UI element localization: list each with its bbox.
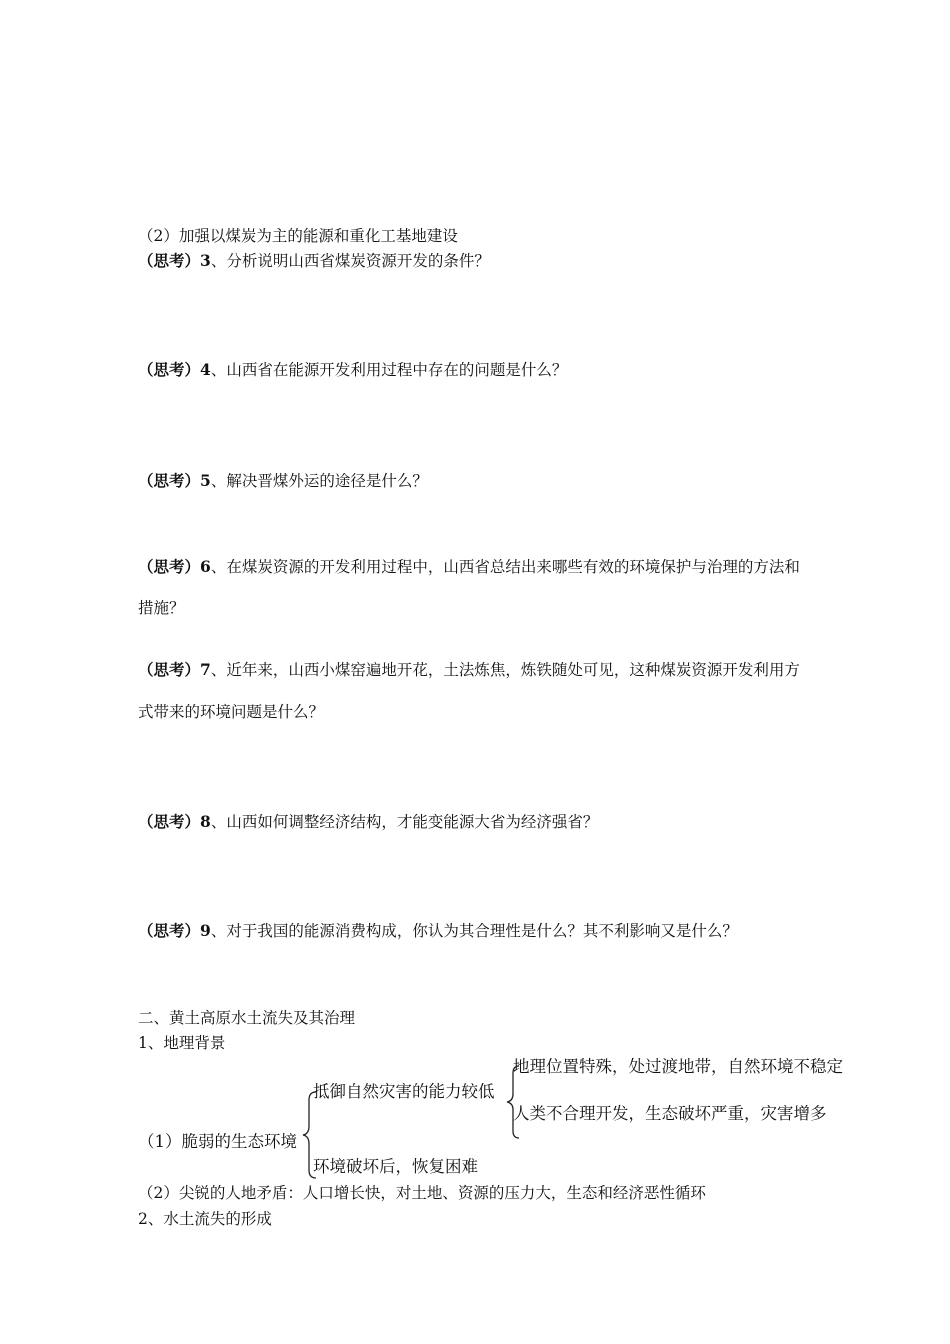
question-tag: （思考） bbox=[138, 471, 201, 490]
section-2-subheading-2: 2、水土流失的形成 bbox=[138, 1210, 272, 1228]
question-7-continuation: 式带来的环境问题是什么？ bbox=[138, 703, 325, 721]
question-number: 3 bbox=[200, 251, 211, 270]
question-7 bbox=[138, 660, 800, 680]
question-text: 、近年来，山西小煤窑遍地开花，土法炼焦，炼铁随处可见，这种煤炭资源开发利用方 bbox=[210, 661, 800, 679]
question-text: 、解决晋煤外运的途径是什么？ bbox=[210, 472, 428, 490]
question-text: 、对于我国的能源消费构成，你认为其合理性是什么？其不利影响又是什么？ bbox=[210, 922, 738, 940]
question-tag: （思考） bbox=[138, 812, 201, 831]
question-number: 8 bbox=[200, 812, 211, 831]
question-number: 7 bbox=[200, 660, 211, 679]
question-text: 、在煤炭资源的开发利用过程中，山西省总结出来哪些有效的环境保护与治理的方法和 bbox=[210, 558, 800, 576]
left-brace-icon bbox=[300, 1090, 320, 1180]
question-tag: （思考） bbox=[138, 921, 201, 940]
question-9 bbox=[138, 921, 738, 941]
question-tag: （思考） bbox=[138, 557, 201, 576]
section-2-title: 二、黄土高原水土流失及其治理 bbox=[138, 1009, 356, 1027]
question-text: 、山西省在能源开发利用过程中存在的问题是什么？ bbox=[210, 361, 568, 379]
human-text: 人类不合理开发，生态破坏严重，灾害增多 bbox=[513, 1104, 827, 1123]
question-5 bbox=[138, 471, 428, 491]
question-6-continuation: 措施？ bbox=[138, 599, 185, 617]
question-text: 、分析说明山西省煤炭资源开发的条件？ bbox=[210, 252, 490, 270]
question-number: 9 bbox=[200, 921, 211, 940]
question-3 bbox=[138, 251, 490, 271]
question-tag: （思考） bbox=[138, 660, 201, 679]
recover-text: 环境破坏后，恢复困难 bbox=[313, 1157, 478, 1176]
section-2-subheading-1: 1、地理背景 bbox=[138, 1034, 226, 1052]
resist-text: 抵御自然灾害的能力较低 bbox=[313, 1082, 495, 1101]
question-text: 、山西如何调整经济结构，才能变能源大省为经济强省？ bbox=[210, 813, 599, 831]
right-brace-icon bbox=[503, 1064, 523, 1140]
question-number: 5 bbox=[200, 471, 211, 490]
question-8 bbox=[138, 812, 598, 832]
fragile-text: （1）脆弱的生态环境 bbox=[138, 1132, 297, 1151]
location-text: 地理位置特殊，处过渡地带，自然环境不稳定 bbox=[513, 1057, 843, 1076]
conflict-text: （2）尖锐的人地矛盾：人口增长快，对土地、资源的压力大，生态和经济恶性循环 bbox=[138, 1184, 706, 1202]
question-number: 4 bbox=[200, 360, 211, 379]
question-tag: （思考） bbox=[138, 251, 201, 270]
question-number: 6 bbox=[200, 557, 211, 576]
question-6 bbox=[138, 557, 800, 577]
item-2-text: （2）加强以煤炭为主的能源和重化工基地建设 bbox=[138, 227, 458, 245]
question-4 bbox=[138, 360, 567, 380]
question-tag: （思考） bbox=[138, 360, 201, 379]
